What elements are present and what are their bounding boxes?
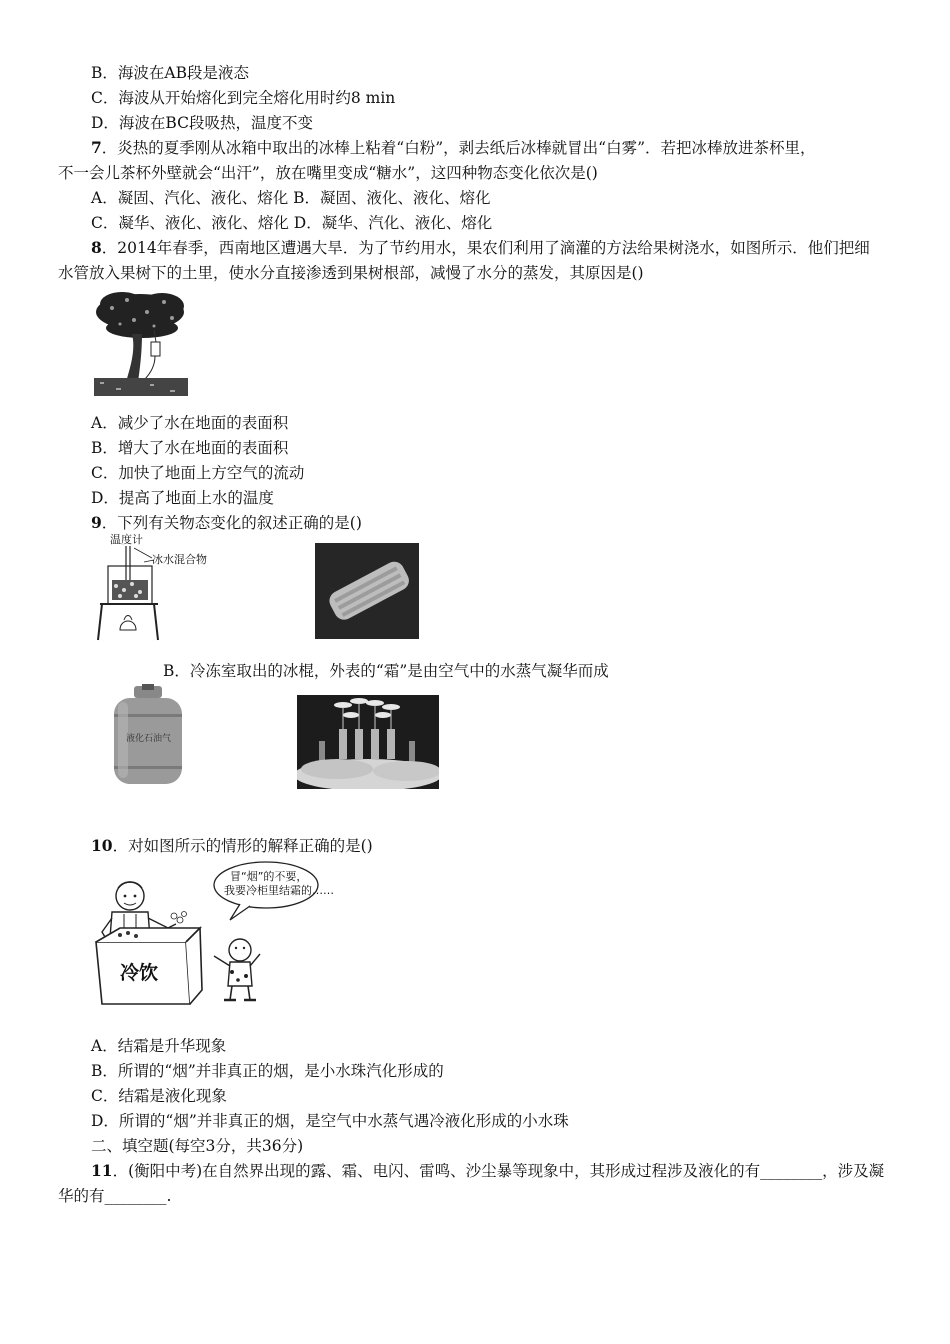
q6-option-b: B．海波在AB段是液态 — [91, 64, 249, 82]
stage-fog-drawing — [297, 695, 439, 789]
q9-stem — [91, 512, 362, 534]
q7-stem-line1 — [91, 137, 816, 159]
q11-number: 11 — [91, 1161, 113, 1180]
q11-stem-line2: 华的有________. — [58, 1187, 172, 1205]
q8-number: 8 — [91, 238, 102, 257]
q10-option-b: B．所谓的“烟”并非真正的烟，是小水珠汽化形成的 — [91, 1062, 444, 1080]
apparatus-drawing — [96, 534, 231, 644]
q7-options-cd: C．凝华、液化、液化、熔化 D．凝华、汽化、液化、熔化 — [91, 214, 493, 232]
stage-fog-photo — [297, 695, 439, 789]
gas-tank-label: 液化石油气 — [126, 734, 172, 744]
q9-option-b: B．冷冻室取出的冰棍，外表的“霜”是由空气中的水蒸气凝华而成 — [163, 662, 609, 680]
q7-options-ab: A．凝固、汽化、液化、熔化 B．凝固、液化、液化、熔化 — [91, 189, 491, 207]
q8-stem-text: ．2014年春季，西南地区遭遇大旱．为了节约用水，果农们利用了滴灌的方法给果树浇水，如图所示．他们把细 — [101, 239, 870, 257]
q9-stem-text: ．下列有关物态变化的叙述正确的是() — [101, 514, 362, 532]
q10-stem — [91, 835, 373, 857]
q6-option-c: C．海波从开始熔化到完全熔化用时约8 min — [91, 89, 396, 107]
q11-stem-text: ．(衡阳中考)在自然界出现的露、霜、电闪、雷鸣、沙尘暴等现象中，其形成过程涉及液化的有________，涉及凝 — [112, 1162, 885, 1180]
q11-stem-line1 — [91, 1160, 884, 1182]
thermometer-label: 温度计 — [110, 533, 143, 546]
q10-option-a: A．结霜是升华现象 — [91, 1037, 227, 1055]
freezer-label: 冷饮 — [120, 962, 159, 984]
q10-stem-text: ．对如图所示的情形的解释正确的是() — [112, 837, 373, 855]
q9-number: 9 — [91, 513, 102, 532]
ice-pop-drawing — [315, 543, 419, 639]
section-heading-fill-in: 二、填空题(每空3分，共36分) — [91, 1137, 304, 1155]
q8-stem-line2: 水管放入果树下的土里，使水分直接渗透到果树根部，减慢了水分的蒸发，其原因是() — [58, 264, 644, 282]
q10-option-d: D．所谓的“烟”并非真正的烟，是空气中水蒸气遇冷液化形成的小水珠 — [91, 1112, 569, 1130]
speech-bubble-line1: 冒“烟”的不要， — [230, 870, 308, 883]
gas-tank-photo — [108, 684, 188, 788]
q8-option-c: C．加快了地面上方空气的流动 — [91, 464, 305, 482]
ice-pop-photo — [315, 543, 419, 639]
q10-number: 10 — [91, 836, 113, 855]
tree-drip-irrigation-figure — [92, 290, 190, 398]
q8-option-b: B．增大了水在地面的表面积 — [91, 439, 289, 457]
thermometer-apparatus-figure — [96, 534, 231, 644]
q8-option-d: D．提高了地面上水的温度 — [91, 489, 274, 507]
q7-number: 7 — [91, 138, 102, 157]
q7-stem-text: ．炎热的夏季刚从冰箱中取出的冰棒上粘着“白粉”，剥去纸后冰棒就冒出“白雾”．若把冰棒放进茶杯里， — [101, 139, 816, 157]
freezer-cartoon-figure — [90, 858, 334, 1008]
q8-option-a: A．减少了水在地面的表面积 — [91, 414, 289, 432]
q8-stem-line1 — [91, 237, 870, 259]
q6-option-d: D．海波在BC段吸热，温度不变 — [91, 114, 313, 132]
speech-bubble-line2: 我要冷柜里结霜的…… — [224, 884, 334, 897]
q10-option-c: C．结霜是液化现象 — [91, 1087, 227, 1105]
ice-water-mixture-label: 冰水混合物 — [152, 553, 207, 566]
q7-stem-line2: 不一会儿茶杯外壁就会“出汗”，放在嘴里变成“糖水”，这四种物态变化依次是() — [58, 164, 598, 182]
